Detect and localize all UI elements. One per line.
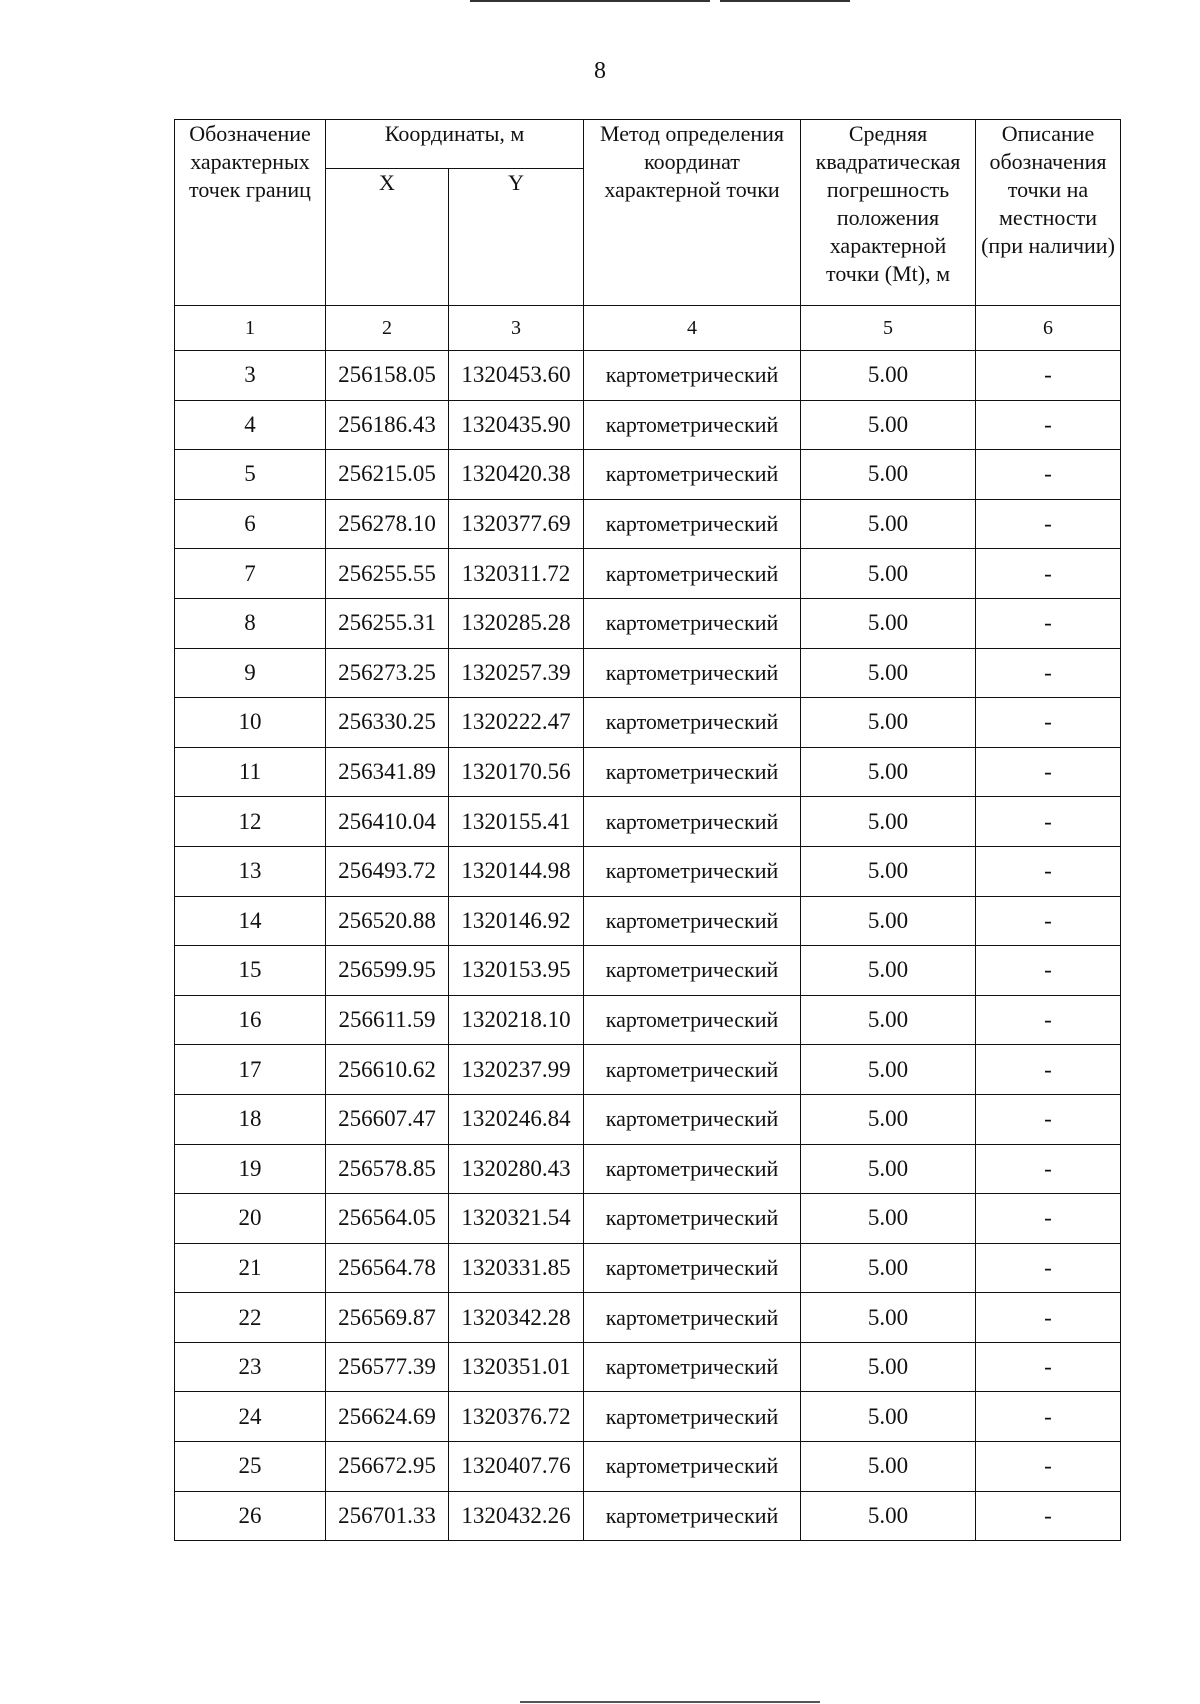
cell-y: 1320153.95 [449, 946, 584, 996]
table-row [175, 351, 1121, 401]
cell-description: - [976, 351, 1121, 401]
table-row [175, 698, 1121, 748]
cell-y: 1320144.98 [449, 846, 584, 896]
cell-y: 1320311.72 [449, 549, 584, 599]
cell-x: 256701.33 [326, 1491, 449, 1541]
header-coordinates: Координаты, м [326, 120, 584, 169]
cell-point: 10 [175, 698, 326, 748]
header-description: Описание обозначения точки на местности (при наличии) [976, 120, 1121, 306]
cell-x: 256273.25 [326, 648, 449, 698]
cell-error: 5.00 [801, 648, 976, 698]
cell-error: 5.00 [801, 1243, 976, 1293]
cell-method: картометрический [584, 797, 801, 847]
cell-description: - [976, 747, 1121, 797]
cell-error: 5.00 [801, 747, 976, 797]
column-number-row [175, 306, 1121, 351]
cell-point: 24 [175, 1392, 326, 1442]
cell-description: - [976, 1442, 1121, 1492]
table-row [175, 1194, 1121, 1244]
cell-error: 5.00 [801, 1491, 976, 1541]
cell-method: картометрический [584, 648, 801, 698]
table-row [175, 499, 1121, 549]
cell-description: - [976, 598, 1121, 648]
cell-method: картометрический [584, 995, 801, 1045]
cell-y: 1320146.92 [449, 896, 584, 946]
header-method: Метод определения координат характерной точки [584, 120, 801, 306]
cell-description: - [976, 797, 1121, 847]
cell-x: 256610.62 [326, 1045, 449, 1095]
cell-point: 14 [175, 896, 326, 946]
cell-x: 256341.89 [326, 747, 449, 797]
table-row [175, 1243, 1121, 1293]
cell-x: 256186.43 [326, 400, 449, 450]
cell-method: картометрический [584, 1293, 801, 1343]
cell-description: - [976, 1392, 1121, 1442]
cell-point: 23 [175, 1342, 326, 1392]
cell-error: 5.00 [801, 549, 976, 599]
cell-x: 256330.25 [326, 698, 449, 748]
cell-method: картометрический [584, 896, 801, 946]
cell-x: 256672.95 [326, 1442, 449, 1492]
cell-error: 5.00 [801, 450, 976, 500]
cell-point: 8 [175, 598, 326, 648]
cell-point: 12 [175, 797, 326, 847]
header-x: X [326, 169, 449, 306]
coordinates-table [174, 119, 1121, 1541]
table-row [175, 1094, 1121, 1144]
table-row [175, 1293, 1121, 1343]
cell-point: 16 [175, 995, 326, 1045]
cell-y: 1320218.10 [449, 995, 584, 1045]
cell-description: - [976, 1194, 1121, 1244]
cell-description: - [976, 549, 1121, 599]
cell-x: 256410.04 [326, 797, 449, 847]
table-row [175, 1144, 1121, 1194]
cell-x: 256520.88 [326, 896, 449, 946]
cell-x: 256599.95 [326, 946, 449, 996]
table-row [175, 995, 1121, 1045]
table-row [175, 1491, 1121, 1541]
table-row [175, 549, 1121, 599]
table-row [175, 946, 1121, 996]
column-number: 3 [449, 306, 584, 351]
scan-edge-top-right [720, 0, 850, 2]
cell-x: 256493.72 [326, 846, 449, 896]
cell-description: - [976, 400, 1121, 450]
scan-edge-top [470, 0, 710, 2]
cell-x: 256158.05 [326, 351, 449, 401]
cell-y: 1320222.47 [449, 698, 584, 748]
cell-point: 26 [175, 1491, 326, 1541]
table-row [175, 797, 1121, 847]
page-number: 8 [594, 58, 606, 84]
cell-point: 17 [175, 1045, 326, 1095]
cell-description: - [976, 846, 1121, 896]
cell-y: 1320351.01 [449, 1342, 584, 1392]
header-row [175, 120, 1121, 169]
cell-error: 5.00 [801, 1293, 976, 1343]
cell-method: картометрический [584, 499, 801, 549]
cell-error: 5.00 [801, 995, 976, 1045]
table-row [175, 450, 1121, 500]
cell-method: картометрический [584, 946, 801, 996]
column-number: 2 [326, 306, 449, 351]
cell-y: 1320453.60 [449, 351, 584, 401]
cell-method: картометрический [584, 1144, 801, 1194]
cell-error: 5.00 [801, 896, 976, 946]
table-body [175, 306, 1121, 1541]
table-row [175, 1045, 1121, 1095]
cell-error: 5.00 [801, 1442, 976, 1492]
cell-method: картометрический [584, 1045, 801, 1095]
cell-method: картометрический [584, 1491, 801, 1541]
cell-error: 5.00 [801, 598, 976, 648]
cell-error: 5.00 [801, 1342, 976, 1392]
cell-y: 1320407.76 [449, 1442, 584, 1492]
table-row [175, 1442, 1121, 1492]
cell-y: 1320420.38 [449, 450, 584, 500]
table-row [175, 747, 1121, 797]
cell-description: - [976, 450, 1121, 500]
cell-y: 1320246.84 [449, 1094, 584, 1144]
header-point-mark: Обозначение характерных точек границ [175, 120, 326, 306]
cell-description: - [976, 698, 1121, 748]
cell-y: 1320155.41 [449, 797, 584, 847]
cell-description: - [976, 1144, 1121, 1194]
cell-method: картометрический [584, 400, 801, 450]
cell-description: - [976, 1491, 1121, 1541]
cell-x: 256607.47 [326, 1094, 449, 1144]
column-number: 1 [175, 306, 326, 351]
cell-y: 1320280.43 [449, 1144, 584, 1194]
cell-point: 20 [175, 1194, 326, 1244]
table-row [175, 1392, 1121, 1442]
cell-description: - [976, 499, 1121, 549]
cell-error: 5.00 [801, 1094, 976, 1144]
cell-point: 22 [175, 1293, 326, 1343]
cell-method: картометрический [584, 450, 801, 500]
cell-x: 256564.78 [326, 1243, 449, 1293]
cell-y: 1320377.69 [449, 499, 584, 549]
cell-y: 1320432.26 [449, 1491, 584, 1541]
cell-y: 1320237.99 [449, 1045, 584, 1095]
cell-description: - [976, 1094, 1121, 1144]
header-y: Y [449, 169, 584, 306]
cell-point: 25 [175, 1442, 326, 1492]
cell-error: 5.00 [801, 698, 976, 748]
cell-method: картометрический [584, 1392, 801, 1442]
table-row [175, 400, 1121, 450]
cell-x: 256578.85 [326, 1144, 449, 1194]
table-row [175, 1342, 1121, 1392]
cell-method: картометрический [584, 1342, 801, 1392]
header-error: Средняя квадратическая погрешность положения характерной точки (Mt), м [801, 120, 976, 306]
cell-point: 21 [175, 1243, 326, 1293]
cell-x: 256255.31 [326, 598, 449, 648]
cell-error: 5.00 [801, 1194, 976, 1244]
column-number: 6 [976, 306, 1121, 351]
cell-description: - [976, 896, 1121, 946]
cell-point: 13 [175, 846, 326, 896]
cell-y: 1320435.90 [449, 400, 584, 450]
cell-x: 256215.05 [326, 450, 449, 500]
cell-point: 11 [175, 747, 326, 797]
cell-method: картометрический [584, 1094, 801, 1144]
cell-y: 1320376.72 [449, 1392, 584, 1442]
table-row [175, 648, 1121, 698]
table-row [175, 846, 1121, 896]
cell-x: 256624.69 [326, 1392, 449, 1442]
cell-error: 5.00 [801, 1045, 976, 1095]
cell-error: 5.00 [801, 400, 976, 450]
cell-method: картометрический [584, 598, 801, 648]
cell-point: 5 [175, 450, 326, 500]
cell-x: 256278.10 [326, 499, 449, 549]
cell-method: картометрический [584, 747, 801, 797]
cell-method: картометрический [584, 1194, 801, 1244]
cell-point: 3 [175, 351, 326, 401]
cell-method: картометрический [584, 846, 801, 896]
cell-method: картометрический [584, 351, 801, 401]
cell-error: 5.00 [801, 797, 976, 847]
cell-point: 6 [175, 499, 326, 549]
cell-error: 5.00 [801, 351, 976, 401]
cell-description: - [976, 1293, 1121, 1343]
column-number: 4 [584, 306, 801, 351]
cell-x: 256611.59 [326, 995, 449, 1045]
cell-y: 1320321.54 [449, 1194, 584, 1244]
cell-description: - [976, 648, 1121, 698]
cell-method: картометрический [584, 549, 801, 599]
cell-y: 1320331.85 [449, 1243, 584, 1293]
cell-description: - [976, 1243, 1121, 1293]
cell-point: 19 [175, 1144, 326, 1194]
cell-y: 1320170.56 [449, 747, 584, 797]
cell-x: 256564.05 [326, 1194, 449, 1244]
cell-description: - [976, 946, 1121, 996]
table-row [175, 896, 1121, 946]
cell-error: 5.00 [801, 499, 976, 549]
cell-point: 9 [175, 648, 326, 698]
column-number: 5 [801, 306, 976, 351]
cell-error: 5.00 [801, 1144, 976, 1194]
cell-error: 5.00 [801, 946, 976, 996]
cell-method: картометрический [584, 698, 801, 748]
cell-point: 18 [175, 1094, 326, 1144]
cell-point: 7 [175, 549, 326, 599]
cell-y: 1320257.39 [449, 648, 584, 698]
cell-description: - [976, 995, 1121, 1045]
table-row [175, 598, 1121, 648]
cell-x: 256569.87 [326, 1293, 449, 1343]
cell-x: 256577.39 [326, 1342, 449, 1392]
cell-y: 1320285.28 [449, 598, 584, 648]
cell-error: 5.00 [801, 1392, 976, 1442]
cell-point: 4 [175, 400, 326, 450]
cell-method: картометрический [584, 1442, 801, 1492]
cell-description: - [976, 1045, 1121, 1095]
cell-x: 256255.55 [326, 549, 449, 599]
cell-y: 1320342.28 [449, 1293, 584, 1343]
cell-method: картометрический [584, 1243, 801, 1293]
cell-error: 5.00 [801, 846, 976, 896]
cell-point: 15 [175, 946, 326, 996]
cell-description: - [976, 1342, 1121, 1392]
scan-edge-bottom [520, 1701, 820, 1703]
